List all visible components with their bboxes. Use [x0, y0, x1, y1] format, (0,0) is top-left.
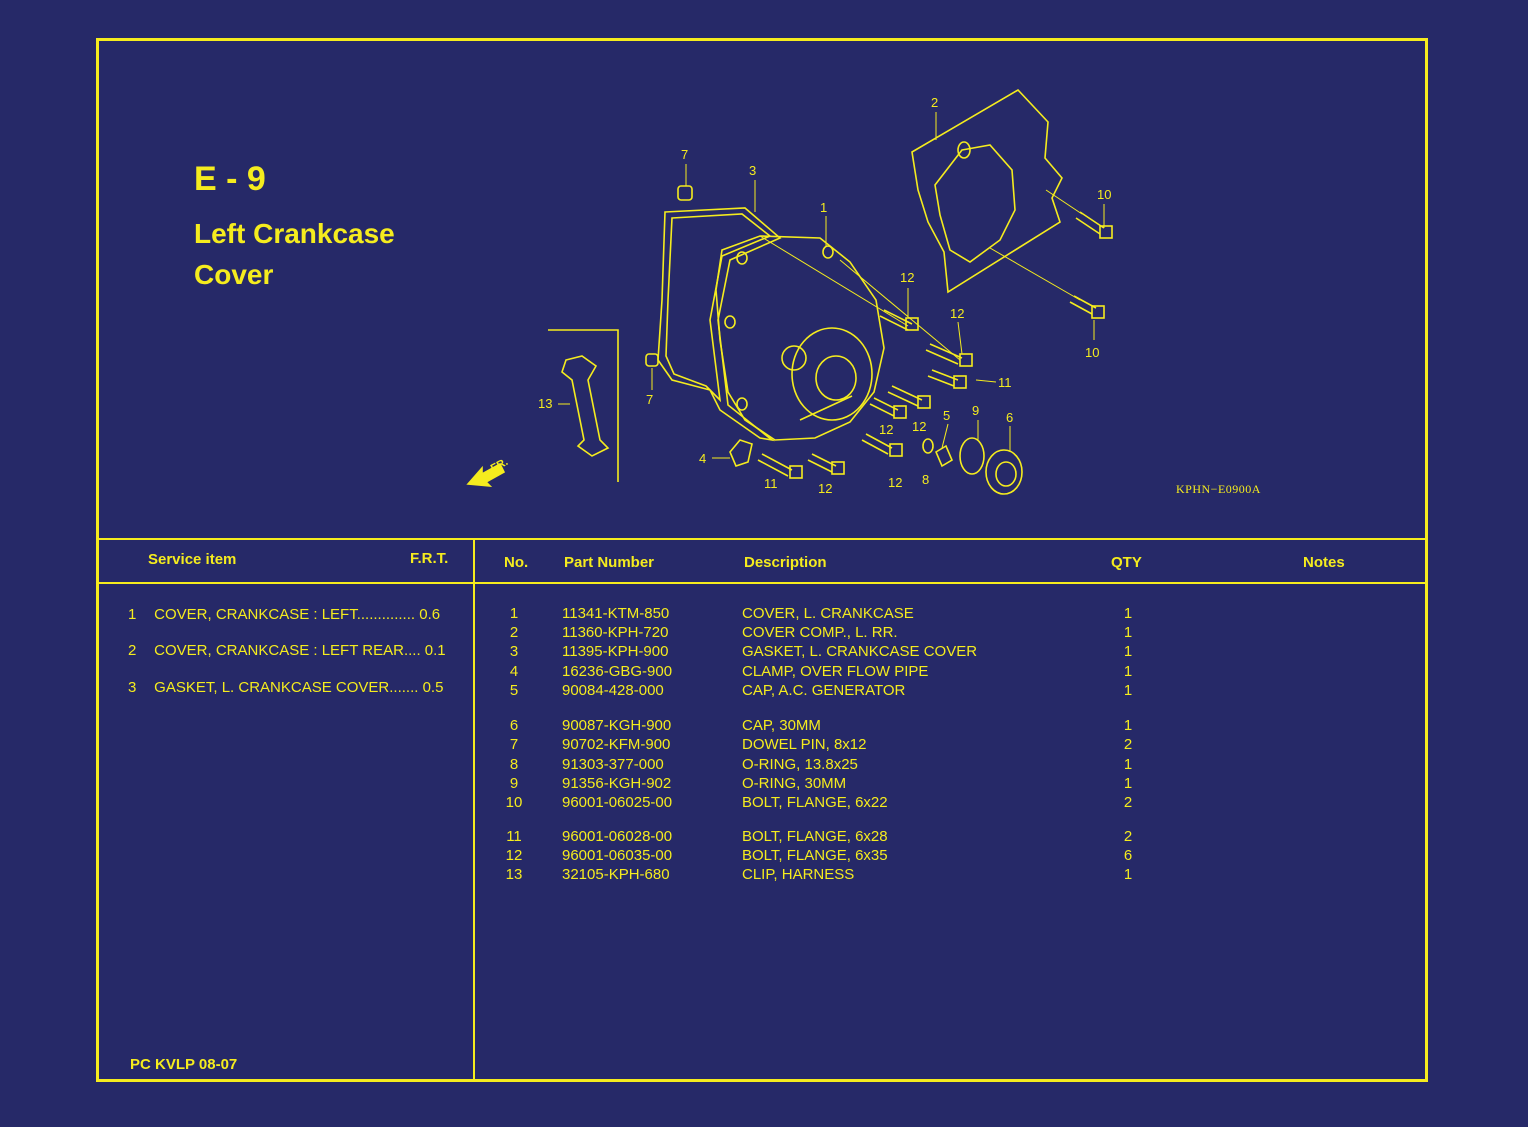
callout-label: 11: [998, 375, 1012, 390]
col-header-no: No.: [504, 554, 529, 571]
table-row: 13 32105-KPH-680 CLIP, HARNESS 1: [505, 866, 1133, 883]
clamp-part: [730, 440, 752, 466]
table-header-divider: [99, 582, 1428, 584]
table-row: 5 90084-428-000 CAP, A.C. GENERATOR 1: [509, 682, 1133, 699]
service-item-no: 3: [128, 679, 137, 696]
table-row: 2 11360-KPH-720 COVER COMP., L. RR. 1: [509, 624, 1133, 641]
callout-label: 6: [1006, 410, 1014, 425]
table-row: 9 91356-KGH-902 O-RING, 30MM 1: [509, 775, 1133, 792]
table-row: 3 11395-KPH-900 GASKET, L. CRANKCASE COVER 1: [509, 643, 1133, 660]
callout-label: 8: [922, 472, 930, 487]
service-item-text: COVER, CRANKCASE : LEFT.............. 0.6: [154, 606, 441, 623]
exploded-parts-diagram: [0, 0, 1528, 540]
callout-label: 11: [764, 476, 778, 491]
callout-label: 13: [538, 396, 553, 411]
page-footer-code: PC KVLP 08-07: [130, 1056, 238, 1073]
rear-cover-part: [912, 90, 1062, 292]
cap-ac-generator-part: [936, 446, 952, 466]
callout-label: 7: [681, 147, 689, 162]
front-arrow-label: FR.: [488, 455, 511, 475]
o-ring-small-part: [923, 439, 933, 453]
callout-label: 12: [888, 475, 903, 490]
dowel-pin-part: [646, 354, 658, 366]
service-item-no: 1: [128, 606, 137, 623]
callout-label: 5: [943, 408, 951, 423]
table-row: 12 96001-06035-00 BOLT, FLANGE, 6x35 6: [505, 847, 1133, 864]
callout-label: 7: [646, 392, 654, 407]
col-header-qty: QTY: [1111, 554, 1142, 571]
callout-label: 1: [820, 200, 828, 215]
callout-label: 2: [931, 95, 939, 110]
o-ring-30mm-part: [960, 438, 984, 474]
section-title: Left Crankcase Cover: [194, 218, 395, 290]
table-row: 8 91303-377-000 O-RING, 13.8x25 1: [509, 756, 1133, 773]
crankcase-cover-part: [716, 236, 884, 440]
callout-label: 3: [749, 163, 757, 178]
table-row: 1 11341-KTM-850 COVER, L. CRANKCASE 1: [509, 605, 1133, 622]
service-item-text: GASKET, L. CRANKCASE COVER....... 0.5: [154, 679, 444, 696]
callout-label: 12: [950, 306, 965, 321]
table-row: 10 96001-06025-00 BOLT, FLANGE, 6x22 2: [505, 794, 1133, 811]
service-item-text: COVER, CRANKCASE : LEFT REAR.... 0.1: [154, 642, 446, 659]
callout-label: 12: [879, 422, 894, 437]
table-row: 4 16236-GBG-900 CLAMP, OVER FLOW PIPE 1: [509, 663, 1133, 680]
col-header-part-number: Part Number: [564, 554, 655, 571]
service-item-no: 2: [128, 642, 137, 659]
col-header-description: Description: [744, 554, 827, 571]
callout-label: 12: [900, 270, 915, 285]
harness-clip-part: [562, 356, 608, 456]
callout-label: 10: [1097, 187, 1112, 202]
callout-label: 12: [912, 419, 927, 434]
dowel-pin-part: [678, 186, 692, 200]
callout-label: 10: [1085, 345, 1100, 360]
service-item-header: Service item: [148, 551, 237, 568]
table-row: 11 96001-06028-00 BOLT, FLANGE, 6x28 2: [506, 828, 1133, 845]
frt-header: F.R.T.: [410, 550, 449, 567]
section-code: E - 9: [194, 160, 266, 198]
table-row: 6 90087-KGH-900 CAP, 30MM 1: [509, 717, 1133, 734]
callout-label: 4: [699, 451, 707, 466]
callout-label: 12: [818, 481, 833, 496]
diagram-reference-code: KPHN−E0900A: [1176, 482, 1261, 496]
callout-label: 9: [972, 403, 980, 418]
table-row: 7 90702-KFM-900 DOWEL PIN, 8x12 2: [509, 736, 1133, 753]
col-header-notes: Notes: [1303, 554, 1345, 571]
